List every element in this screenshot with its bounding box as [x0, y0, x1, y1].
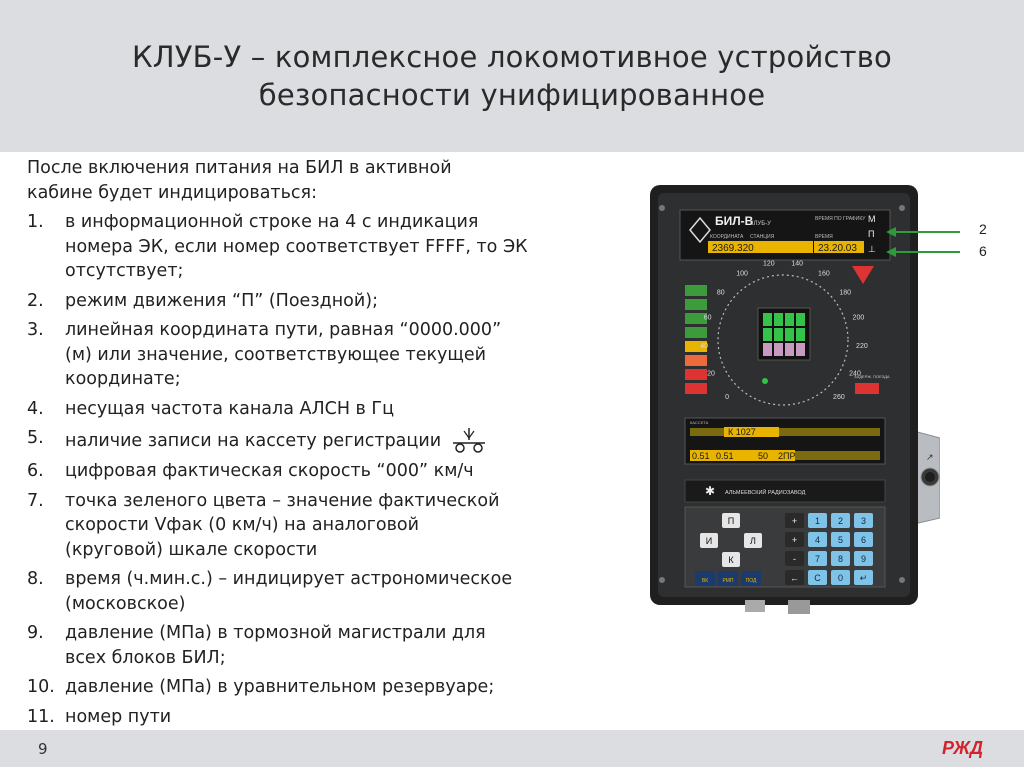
coord-value: 2369.320	[712, 243, 754, 254]
numeric-key-label: 6	[860, 535, 867, 545]
speed-scale-label: 160	[818, 270, 830, 278]
mode-code: 2ПР	[778, 451, 796, 461]
list-item-text	[65, 489, 597, 563]
numeric-key-label: ↵	[859, 573, 868, 583]
speed-scale-label: 120	[762, 260, 775, 268]
numeric-key-label: 7	[814, 554, 821, 564]
coord-label: КООРДИНАТА	[710, 234, 744, 240]
speed-scale-label: 100	[736, 270, 748, 278]
numeric-key-label: +	[791, 535, 798, 545]
title-line-1: КЛУБ-У – комплексное локомотивное устройство	[132, 40, 892, 74]
station-label: СТАНЦИЯ	[750, 234, 775, 240]
speed-scale-label: 40	[700, 342, 708, 350]
time-value: 23.20.03	[818, 243, 857, 254]
speed-scale-label: 220	[856, 342, 868, 350]
list-item-number: 2.	[27, 290, 44, 311]
list-item-text	[65, 621, 597, 670]
list-item-number: 11.	[27, 706, 55, 727]
callout-label-top: 2	[979, 221, 987, 237]
list-item	[27, 675, 597, 700]
list-item-number: 5.	[27, 428, 44, 448]
intro-line-2: кабине будет индицироваться:	[27, 182, 317, 203]
actual-speed-dot	[762, 378, 768, 384]
list-item-line: (м) или значение, соответствующее текущей	[65, 344, 487, 365]
numeric-key-label: -	[793, 554, 796, 564]
speed-scale-label: 200	[852, 314, 865, 322]
speed-scale-label: 260	[833, 393, 845, 401]
list-item	[27, 621, 597, 670]
list-item-text	[65, 397, 597, 422]
numeric-key-label: 0	[837, 573, 844, 583]
list-item-line: (круговой) шкале скорости	[65, 539, 318, 560]
list-item	[27, 567, 597, 616]
numeric-key-label: ←	[790, 573, 799, 583]
function-key-label: П	[727, 516, 735, 526]
list-item	[27, 318, 597, 392]
alert-label: ЗАДЕРЖ. ПОЕЗДА	[854, 374, 890, 379]
speed-scale-label: 180	[839, 289, 852, 297]
time-label: ВРЕМЯ	[815, 234, 833, 240]
slide-title	[132, 38, 892, 114]
list-item-line: линейная координата пути, равная “0000.000”	[65, 320, 502, 340]
list-item-line: режим движения “П” (Поездной);	[65, 290, 378, 311]
list-item-line	[65, 426, 597, 454]
speed-scale-label: 0	[725, 393, 730, 401]
list-item-number: 10.	[27, 677, 55, 697]
speed-limit: 50	[758, 451, 769, 461]
list-item-line: в информационной строке на 4 с индикация	[65, 212, 479, 232]
speed-scale-label: 140	[791, 260, 804, 268]
numeric-key-label: 4	[814, 535, 821, 545]
slide-header	[0, 0, 1024, 152]
cassette-indicator-icon: ⊥	[868, 245, 876, 255]
list-item-line: номер пути	[65, 706, 172, 727]
callout-arrows	[880, 220, 970, 270]
intro-line-1: После включения питания на БИЛ в активной	[27, 158, 452, 178]
cassette-label: КАССЕТА	[690, 420, 709, 425]
maker-name: АЛЬМЕЕВСКИЙ РАДИОЗАВОД	[725, 490, 806, 496]
svg-text:↗: ↗	[926, 453, 934, 463]
list-item-text	[65, 426, 597, 454]
list-item-text	[65, 210, 597, 284]
list-item-number: 7.	[27, 490, 44, 511]
function-key-label: К	[728, 555, 734, 565]
list-item	[27, 489, 597, 563]
list-item	[27, 705, 597, 730]
numeric-key-label: 5	[837, 535, 844, 545]
list-item-text	[65, 705, 597, 730]
list-item	[27, 210, 597, 284]
maker-logo-icon: ✱	[705, 484, 716, 498]
speed-scale-label: 60	[703, 314, 712, 322]
list-item-line: скорости Vфак (0 км/ч) на аналоговой	[65, 515, 419, 535]
list-item-line: номера ЭК, если номер соответствует FFFF, то ЭК	[65, 236, 528, 257]
train-number: К 1027	[728, 427, 756, 437]
list-item-text	[65, 675, 597, 700]
mode-p: П	[868, 229, 875, 239]
function-key-label: И	[705, 536, 713, 546]
numeric-key-label: 9	[860, 554, 867, 564]
list-item-number: 8.	[27, 569, 44, 589]
list-item-line: точка зеленого цвета – значение фактической	[65, 490, 500, 511]
pressure-2: 0.51	[716, 451, 734, 461]
list-item-number: 9.	[27, 623, 44, 643]
speed-scale-label: 240	[849, 370, 861, 378]
list-item-number: 4.	[27, 398, 44, 419]
indication-list	[27, 210, 597, 729]
list-item-line: цифровая фактическая скорость “000” км/ч	[65, 461, 474, 481]
speed-scale-label: 20	[707, 370, 715, 378]
list-item-line: всех блоков БИЛ;	[65, 647, 226, 668]
list-item-line: давление (МПа) в тормозной магистрали для	[65, 623, 486, 643]
rzd-logo-text: РЖД	[942, 738, 984, 758]
function-key-label: ПОД	[745, 578, 757, 584]
page-number: 9	[38, 740, 48, 758]
list-item-line: (московское)	[65, 593, 186, 614]
mode-m: М	[868, 214, 876, 224]
speed-scale-label: 80	[716, 289, 725, 297]
list-item-line: координате;	[65, 369, 181, 389]
list-item-line-text: наличие записи на кассету регистрации	[65, 431, 442, 451]
list-item-number: 3.	[27, 320, 44, 340]
numeric-key-label: 2	[837, 516, 844, 526]
list-item-line: отсутствует;	[65, 261, 184, 281]
numeric-key-label: С	[814, 573, 821, 583]
list-item-line: несущая частота канала АЛСН в Гц	[65, 398, 395, 419]
pressure-1: 0.51	[692, 451, 710, 461]
slide-body	[27, 156, 597, 734]
function-key-label: Л	[750, 536, 756, 546]
list-item-number: 1.	[27, 212, 44, 232]
list-item-text	[65, 289, 597, 314]
cassette-record-icon	[449, 426, 489, 454]
intro-text	[27, 156, 597, 205]
function-key-label: ВК	[701, 578, 709, 584]
device-brand: БИЛ-В	[715, 214, 754, 228]
callout-label-bottom: 6	[979, 243, 987, 259]
numeric-key-label: 3	[860, 516, 867, 526]
list-item	[27, 426, 597, 454]
slide-footer	[0, 730, 1024, 767]
list-item-line: давление (МПа) в уравнительном резервуаре;	[65, 677, 495, 697]
title-line-2: безопасности унифицированное	[258, 78, 766, 112]
function-key-label: РМП	[722, 578, 734, 584]
schedule-label: ВРЕМЯ ПО ГРАФИКУ	[815, 216, 866, 222]
device-model: КЛУБ-У	[750, 221, 771, 227]
numeric-key-label: +	[791, 516, 798, 526]
list-item	[27, 459, 597, 484]
list-item	[27, 397, 597, 422]
list-item-text	[65, 318, 597, 392]
numeric-key-label: 8	[837, 554, 844, 564]
list-item-text	[65, 459, 597, 484]
list-item-line: время (ч.мин.с.) – индицирует астрономическое	[65, 569, 513, 589]
rzd-logo	[940, 736, 990, 764]
numeric-key-label: 1	[814, 516, 821, 526]
list-item-text	[65, 567, 597, 616]
list-item	[27, 289, 597, 314]
list-item-number: 6.	[27, 461, 44, 481]
